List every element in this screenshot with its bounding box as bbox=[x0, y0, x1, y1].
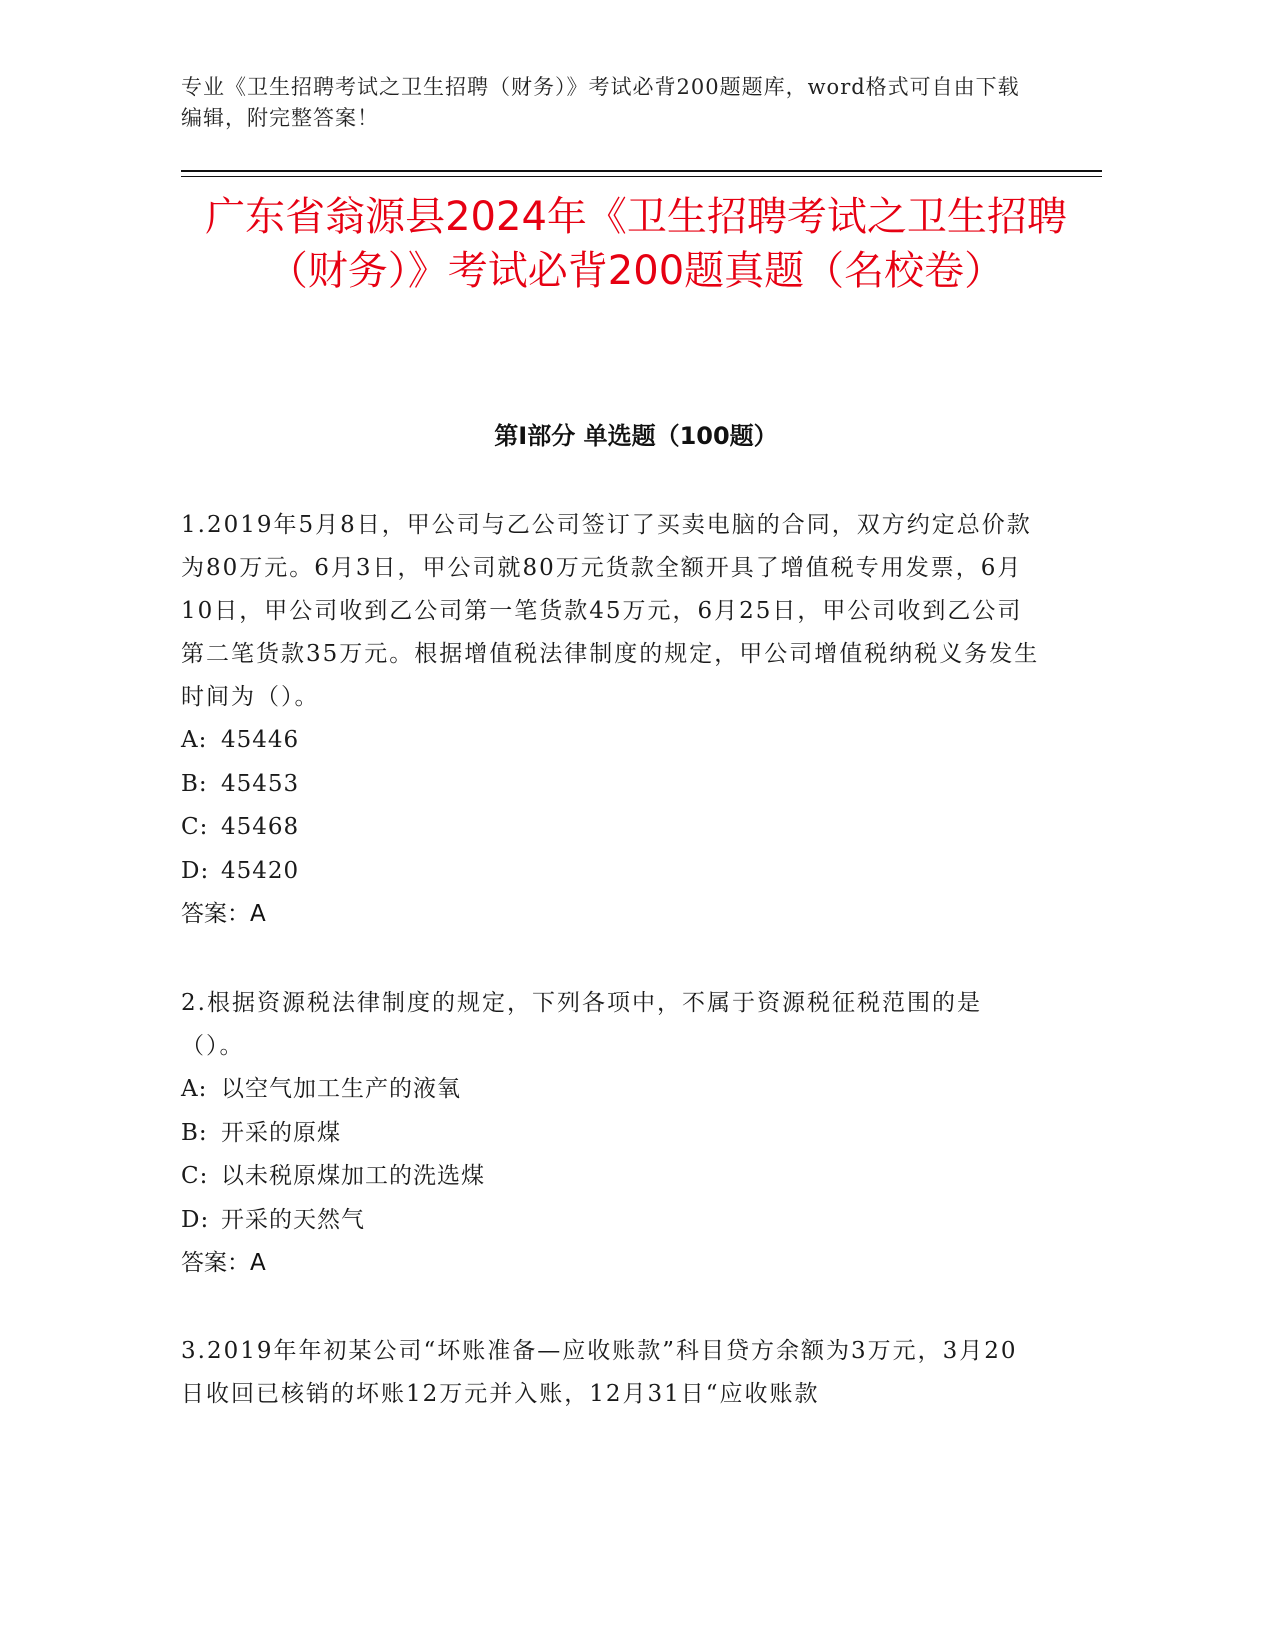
header-rule-thin bbox=[181, 176, 1102, 177]
option-text: 45453 bbox=[221, 770, 300, 797]
option-text: 45446 bbox=[221, 727, 300, 753]
option-d bbox=[181, 1199, 1041, 1243]
option-letter: B: bbox=[181, 770, 208, 797]
answer: 答案：A bbox=[181, 1250, 266, 1276]
document-title: 广东省翁源县2024年《卫生招聘考试之卫生招聘（财务）》考试必背200题真题（名校卷） bbox=[205, 194, 1067, 294]
option-b bbox=[181, 763, 1041, 807]
question-text: 3.2019年年初某公司“坏账准备—应收账款”科目贷方余额为3万元，3月20日收回已核销的坏账12万元并入账，12月31日“应收账款 bbox=[181, 1338, 1018, 1407]
option-d bbox=[181, 850, 1041, 894]
question-1 bbox=[181, 504, 1041, 936]
question-text: 2.根据资源税法律制度的规定，下列各项中，不属于资源税征税范围的是（）。 bbox=[181, 990, 982, 1059]
option-letter: C: bbox=[181, 814, 209, 840]
option-letter: D: bbox=[181, 857, 210, 884]
option-letter: D: bbox=[181, 1206, 210, 1233]
option-c bbox=[181, 1155, 1041, 1199]
answer: 答案：A bbox=[181, 901, 266, 927]
header-rule-thick bbox=[181, 170, 1102, 172]
question-3 bbox=[181, 1330, 1041, 1416]
option-text: 45468 bbox=[221, 814, 300, 840]
option-text: 开采的天然气 bbox=[221, 1206, 365, 1233]
option-a bbox=[181, 719, 1041, 763]
option-text: 以空气加工生产的液氧 bbox=[221, 1076, 461, 1102]
option-a bbox=[181, 1068, 1041, 1112]
question-text: 1.2019年5月8日，甲公司与乙公司签订了买卖电脑的合同，双方约定总价款为80万元。6月3日，甲公司就80万元货款全额开具了增值税专用发票，6月10日，甲公司收到乙公司第一笔货款45万元，6月25日，甲公司收到乙公司第二笔货款35万元。根据增值税法律制度的规定，甲公司增值税纳税义务发生时间为（）。 bbox=[181, 512, 1040, 710]
option-c bbox=[181, 806, 1041, 850]
option-text: 45420 bbox=[221, 857, 300, 884]
header-note: 专业《卫生招聘考试之卫生招聘（财务）》考试必背200题题库，word格式可自由下载编辑，附完整答案！ bbox=[181, 75, 1020, 130]
question-2 bbox=[181, 982, 1041, 1285]
section-heading: 第Ⅰ部分 单选题（100题） bbox=[494, 422, 778, 450]
option-text: 开采的原煤 bbox=[221, 1119, 341, 1146]
option-letter: B: bbox=[181, 1119, 208, 1146]
option-text: 以未税原煤加工的洗选煤 bbox=[221, 1163, 485, 1189]
option-letter: A: bbox=[181, 727, 208, 753]
option-b bbox=[181, 1112, 1041, 1156]
option-letter: A: bbox=[181, 1076, 208, 1102]
option-letter: C: bbox=[181, 1163, 209, 1189]
